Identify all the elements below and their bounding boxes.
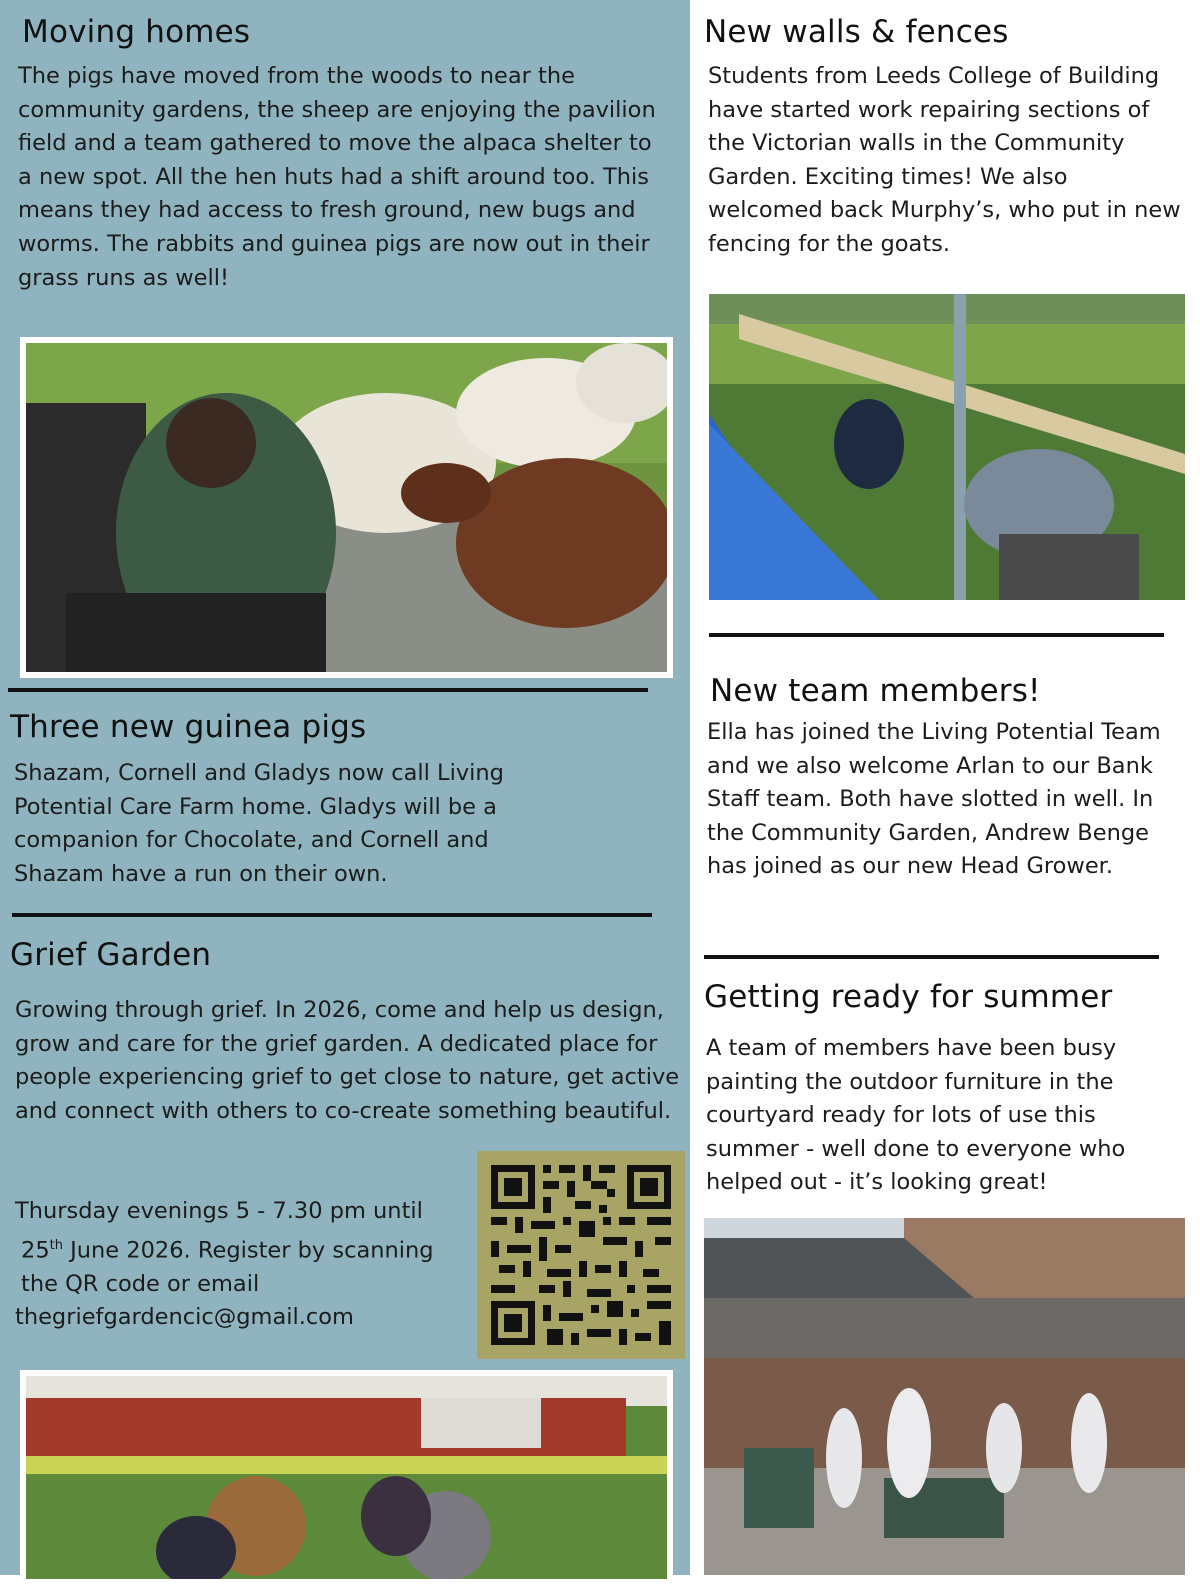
guinea-pigs-body: Shazam, Cornell and Gladys now call Living Potential Care Farm home. Gladys will be a companion for Chocolate, and Cornell and Shazam have a run on their own. (14, 760, 504, 887)
divider-1 (8, 688, 648, 692)
courtyard-painting-photo (704, 1218, 1185, 1575)
grief-garden-body: Growing through grief. In 2026, come and help us design, grow and care for the grief garden. A dedicated place for people experiencing grief to get close to nature, get active and connect with others to co-create something beautiful. (15, 997, 680, 1124)
grief-garden-title: Grief Garden (10, 937, 212, 973)
team-members-title: New team members! (710, 673, 1041, 709)
team-members-body: Ella has joined the Living Potential Team and we also welcome Arlan to our Bank Staff team. Both have slotted in well. In the Community Garden, Andrew Benge has joined as our new Head Grower. (707, 719, 1161, 880)
grief-garden-schedule (15, 1195, 475, 1335)
qr-code-icon[interactable] (477, 1151, 685, 1359)
summer-body: A team of members have been busy painting the outdoor furniture in the courtyard ready for lots of use this summer - well done to everyone who helped out - it’s looking great! (706, 1035, 1126, 1196)
schedule-line-3: the QR code or email (21, 1270, 260, 1297)
guinea-pigs-title: Three new guinea pigs (10, 709, 367, 745)
summer-title: Getting ready for summer (704, 979, 1113, 1015)
divider-2 (12, 913, 652, 917)
schedule-date-rest: June 2026. Register by scanning (62, 1237, 434, 1264)
grief-garden-email[interactable]: thegriefgardencic@gmail.com (15, 1304, 354, 1331)
moving-homes-title: Moving homes (22, 14, 251, 50)
fencing-work-photo (709, 294, 1185, 600)
moving-homes-body: The pigs have moved from the woods to near the community gardens, the sheep are enjoying the pavilion field and a team gathered to move the alpaca shelter to a new spot. All the hen huts had a shift around too. This means they had access to fresh ground, new bugs and worms. The rabbits and guinea pigs are now out in their grass runs as well! (18, 63, 656, 291)
schedule-line-2 (15, 1229, 475, 1268)
walls-fences-title: New walls & fences (704, 14, 1009, 50)
walls-fences-body: Students from Leeds College of Building have started work repairing sections of the Victorian walls in the Community Garden. Exciting times! We also welcomed back Murphy’s, who put in new fencing for the goats. (708, 63, 1181, 257)
alpaca-photo (20, 337, 673, 678)
schedule-line-1: Thursday evenings 5 - 7.30 pm until (15, 1198, 423, 1224)
schedule-date-day: 25 (21, 1237, 50, 1264)
right-column (690, 0, 1200, 1575)
divider-4 (704, 955, 1159, 959)
schedule-date-suffix: th (49, 1237, 63, 1253)
divider-3 (709, 633, 1164, 637)
garden-group-photo (20, 1370, 673, 1585)
